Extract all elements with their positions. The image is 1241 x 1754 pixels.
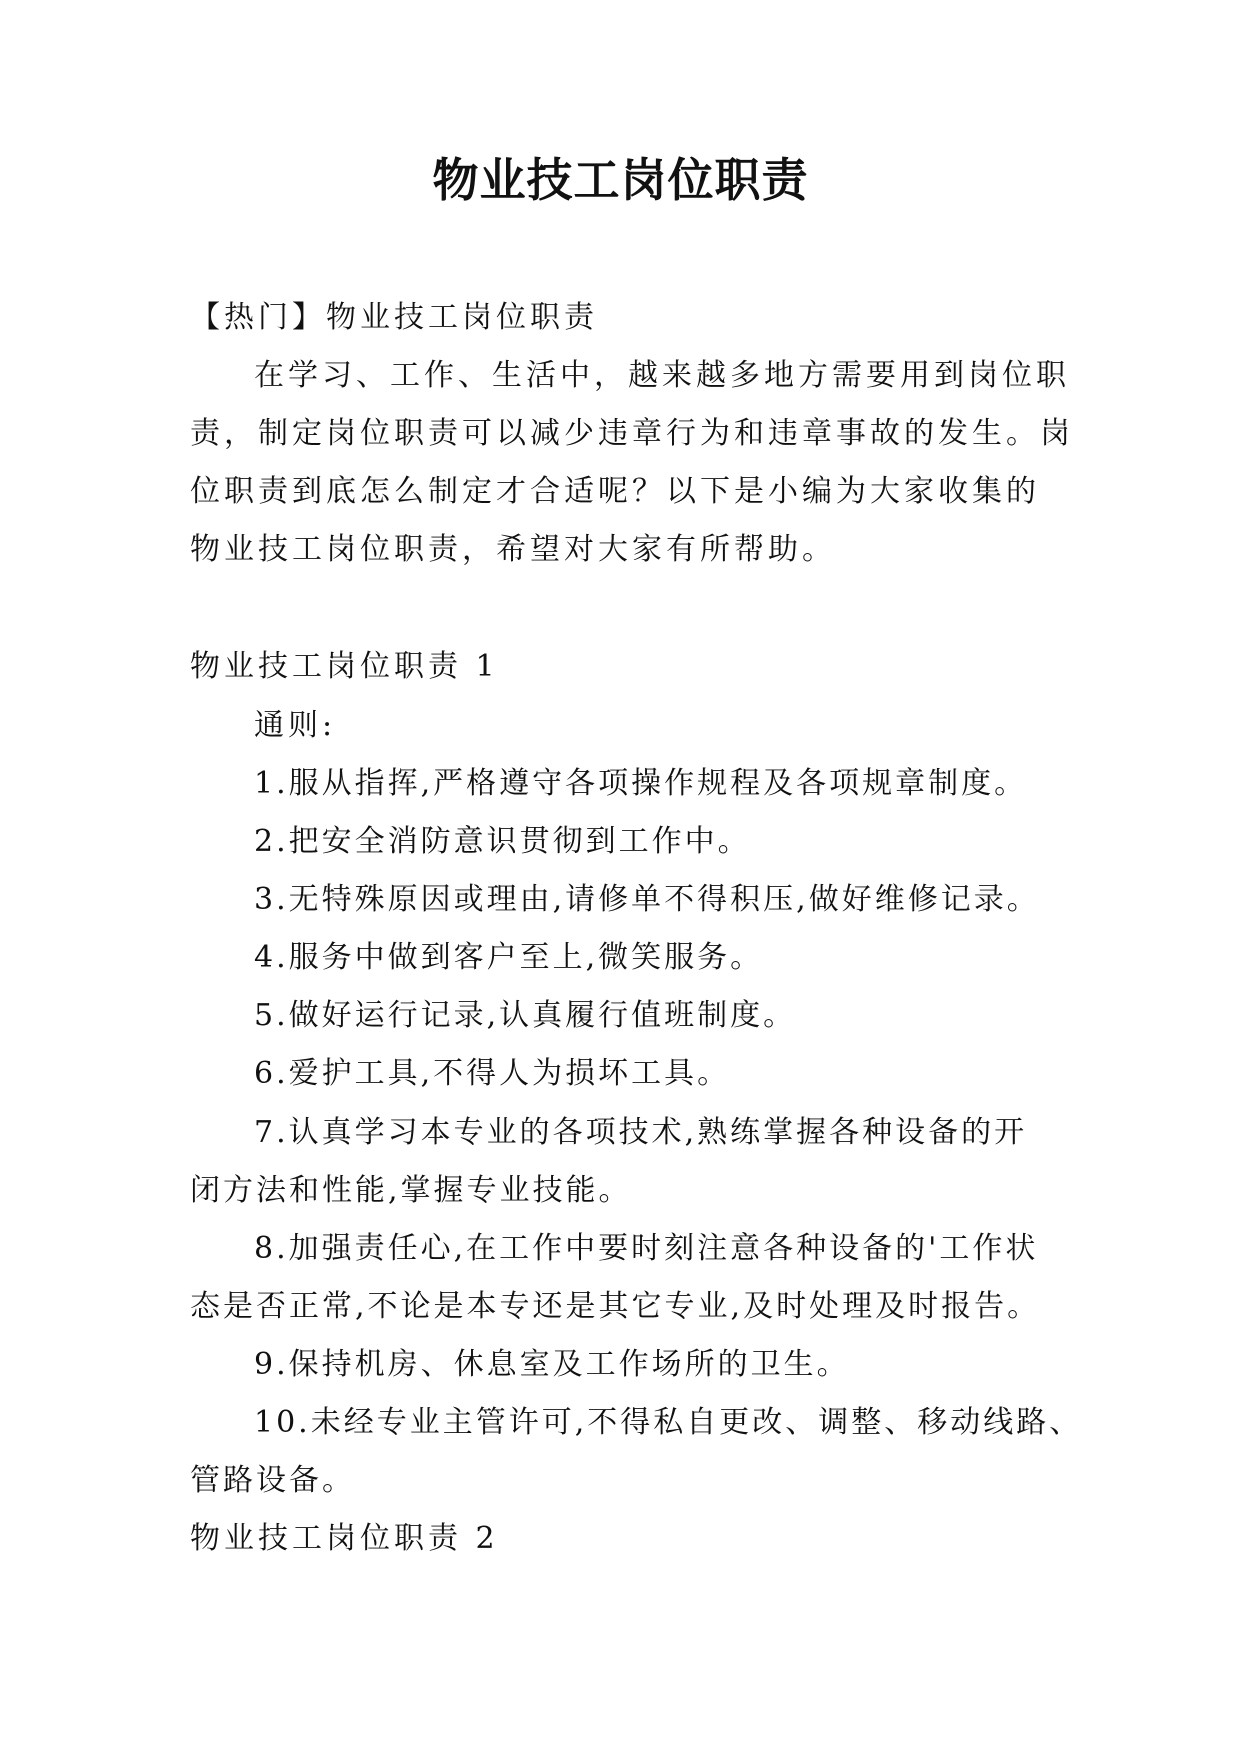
duty-item: 3.无特殊原因或理由,请修单不得积压,做好维修记录。 (254, 882, 1040, 917)
intro-line: 责，制定岗位职责可以减少违章行为和违章事故的发生。岗 (190, 416, 1074, 451)
duty-item-continued: 管路设备。 (190, 1463, 355, 1498)
section-heading: 物业技工岗位职责 1 (190, 649, 499, 684)
duty-item: 9.保持机房、休息室及工作场所的卫生。 (254, 1347, 850, 1382)
section-heading: 物业技工岗位职责 2 (190, 1521, 499, 1556)
intro-heading: 【热门】物业技工岗位职责 (190, 300, 598, 335)
duty-item: 4.服务中做到客户至上,微笑服务。 (254, 940, 764, 975)
duty-item: 5.做好运行记录,认真履行值班制度。 (254, 998, 797, 1033)
intro-line: 在学习、工作、生活中，越来越多地方需要用到岗位职 (254, 358, 1070, 393)
section-subheading: 通则: (254, 708, 337, 743)
duty-item-continued: 闭方法和性能,掌握专业技能。 (190, 1173, 632, 1208)
duty-item: 6.爱护工具,不得人为损坏工具。 (254, 1056, 731, 1091)
document-title: 物业技工岗位职责 (432, 153, 809, 207)
duty-item: 10.未经专业主管许可,不得私自更改、调整、移动线路、 (254, 1405, 1083, 1440)
intro-line: 位职责到底怎么制定才合适呢？以下是小编为大家收集的 (190, 474, 1040, 509)
duty-item: 8.加强责任心,在工作中要时刻注意各种设备的'工作状 (254, 1231, 1039, 1266)
duty-item: 2.把安全消防意识贯彻到工作中。 (254, 824, 751, 859)
intro-line: 物业技工岗位职责，希望对大家有所帮助。 (190, 532, 836, 567)
duty-item-continued: 态是否正常,不论是本专还是其它专业,及时处理及时报告。 (190, 1289, 1041, 1324)
duty-item: 1.服从指挥,严格遵守各项操作规程及各项规章制度。 (254, 766, 1028, 801)
duty-item: 7.认真学习本专业的各项技术,熟练掌握各种设备的开 (254, 1115, 1028, 1150)
